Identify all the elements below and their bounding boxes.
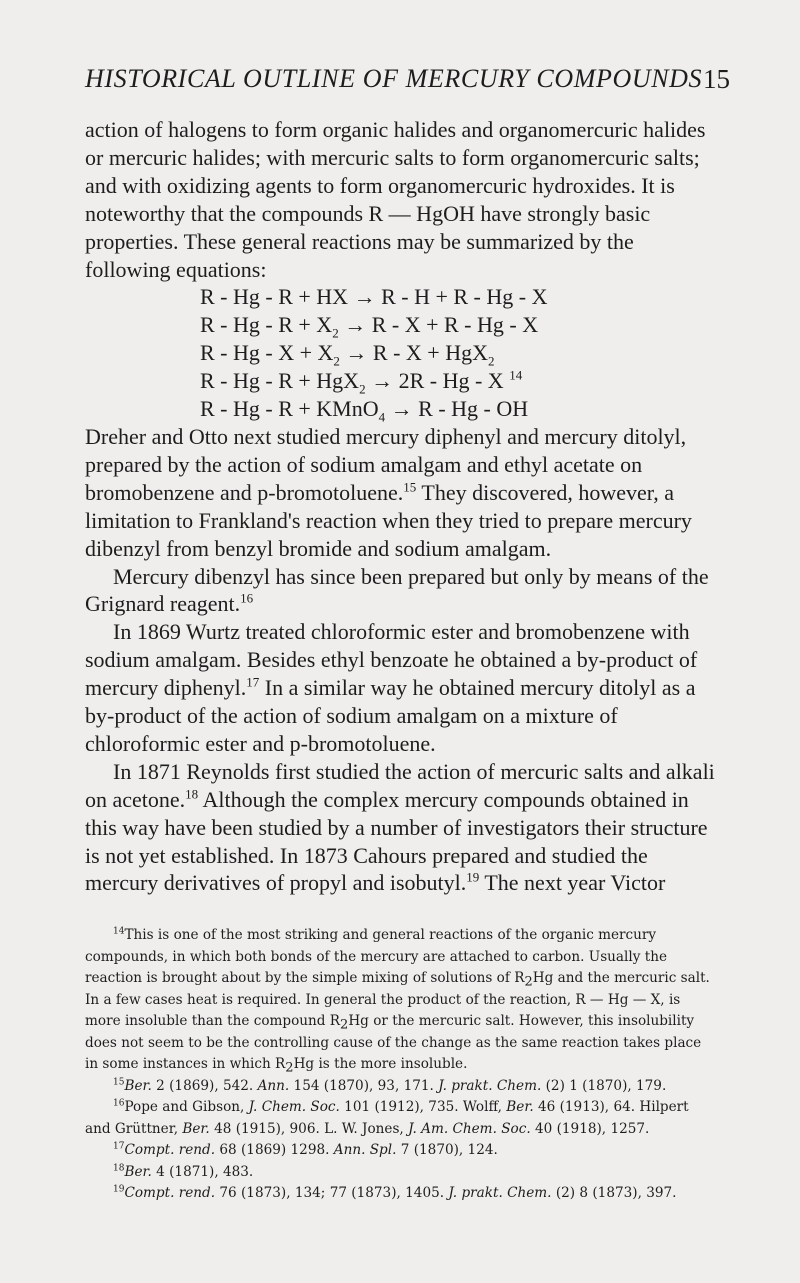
footnote-text: (2) 1 (1870), 179. xyxy=(541,1077,667,1094)
paragraph-text: In a similar way he obtained mercury ditolyl as a by-product of the action of sodium amalgam on a mixture of chloroformic ester and p-bromotoluene. xyxy=(85,675,696,756)
footnote-text: Pope and Gibson, xyxy=(124,1099,249,1115)
equation-text: → R - X + R - Hg - X xyxy=(338,312,539,338)
equation xyxy=(200,367,715,395)
footnote-ref: 16 xyxy=(240,591,254,607)
journal-name: Ber. xyxy=(182,1120,210,1137)
equation-text: R - Hg - R + HX → R - H + R - Hg - X xyxy=(200,284,548,310)
journal-name: Ber. xyxy=(124,1077,152,1094)
footnote-number: 16 xyxy=(113,1098,125,1109)
footnote-text: 40 (1918), 1257. xyxy=(530,1120,650,1137)
footnote-text: Hg is the more insoluble. xyxy=(293,1056,468,1072)
equation-text: R - Hg - R + KMnO xyxy=(200,396,379,422)
footnote-text: 2 (1869), 542. xyxy=(151,1077,258,1094)
footnote xyxy=(85,1097,715,1140)
footnote-number: 14 xyxy=(113,926,125,937)
journal-name: Ann. xyxy=(257,1077,290,1094)
equation-text: → R - X + HgX xyxy=(339,340,488,366)
journal-name: Ber. xyxy=(506,1099,534,1115)
equation-text: R - Hg - X + X xyxy=(200,340,334,366)
footnote-number: 18 xyxy=(113,1162,125,1173)
paragraph-text: They discovered, however, a limitation to Frankland's reaction when they tried to prepare mercury dibenzyl from benzyl bromide and sodium amalgam. xyxy=(85,479,692,561)
main-text xyxy=(85,116,715,897)
subscript: 2 xyxy=(359,381,366,397)
footnote-ref: 15 xyxy=(403,479,417,495)
journal-name: J. Am. Chem. Soc. xyxy=(408,1120,531,1137)
paragraph xyxy=(85,563,715,619)
subscript: 2 xyxy=(340,1017,349,1033)
footnote-ref: 18 xyxy=(185,786,199,802)
equation xyxy=(200,339,715,367)
subscript: 2 xyxy=(333,353,340,369)
footnotes xyxy=(85,925,715,1205)
equation-block xyxy=(200,283,715,423)
journal-name: Ann. Spl. xyxy=(333,1142,397,1158)
journal-name: J. prakt. Chem. xyxy=(448,1185,552,1201)
footnote xyxy=(85,1162,715,1184)
running-header xyxy=(85,64,730,94)
journal-name: J. prakt. Chem. xyxy=(438,1077,542,1094)
footnote-text: This is one of the most striking and general reactions of the organic mercury compounds, in which both bonds of the mercury are attached to carbon. Usually the reaction is brought about by the simple mixing of solutions of R xyxy=(85,927,667,986)
paragraph xyxy=(85,618,715,758)
equation xyxy=(200,395,715,423)
footnote xyxy=(85,1076,715,1098)
footnote-text: 46 (1913), 64. Hilpert and Grüttner, xyxy=(85,1099,689,1137)
journal-name: Compt. rend. xyxy=(124,1185,216,1201)
footnote-text: 4 (1871), 483. xyxy=(151,1163,254,1180)
equation-text: → 2R - Hg - X xyxy=(365,368,510,394)
footnote-ref: 14 xyxy=(509,367,523,383)
footnote-text: Hg and the mercuric salt. In a few cases heat is required. In general the product of the reaction, R — Hg — X, is more insoluble than the compound R xyxy=(85,970,710,1029)
equation-text: R - Hg - R + X xyxy=(200,312,333,338)
journal-name: Ber. xyxy=(124,1163,152,1180)
footnote-number: 19 xyxy=(113,1184,125,1195)
subscript: 2 xyxy=(332,325,339,341)
subscript: 2 xyxy=(524,974,533,990)
footnote-number: 15 xyxy=(113,1076,125,1087)
footnote-text: Hg or the mercuric salt. However, this insolubility does not seem to be the controlling cause of the change as the same reaction takes place in some instances in which R xyxy=(85,1013,702,1072)
footnote-number: 17 xyxy=(113,1141,125,1152)
footnote xyxy=(85,1183,715,1205)
subscript: 4 xyxy=(378,409,386,425)
journal-name: Compt. rend. xyxy=(124,1142,216,1158)
footnote-ref: 19 xyxy=(466,870,480,886)
footnote xyxy=(85,925,715,1076)
footnote-ref: 17 xyxy=(246,674,260,690)
subscript: 2 xyxy=(487,353,495,369)
paragraph-text: Although the complex mercury compounds obtained in this way have been studied by a number of investigators their structure is not yet established. In 1873 Cahours prepared and studied the mercury derivatives of propyl and isobutyl. xyxy=(85,786,708,896)
footnote-text: 76 (1873), 134; 77 (1873), 1405. xyxy=(215,1185,449,1201)
footnote-text: 68 (1869) 1298. xyxy=(215,1142,334,1158)
footnote xyxy=(85,1140,715,1162)
equation xyxy=(200,283,715,311)
paragraph-text: action of halogens to form organic halides and organomercuric halides or mercuric halides; with mercuric salts to form organomercuric salts; and with oxidizing agents to form organomercuric hydroxides. It is noteworthy that the compounds R — HgOH have strongly basic properties. These general reactions may be summarized by the following equations: xyxy=(85,117,706,282)
equation-text: → R - Hg - OH xyxy=(385,396,529,422)
paragraph xyxy=(85,423,715,563)
footnote-text: 101 (1912), 735. Wolff, xyxy=(339,1099,507,1115)
footnote-text: 154 (1870), 93, 171. xyxy=(289,1077,439,1094)
footnote-text: (2) 8 (1873), 397. xyxy=(551,1185,677,1201)
subscript: 2 xyxy=(285,1060,294,1076)
footnote-text: 48 (1915), 906. L. W. Jones, xyxy=(209,1120,409,1137)
running-title: HISTORICAL OUTLINE OF MERCURY COMPOUNDS xyxy=(85,64,703,93)
paragraph-text: Dreher and Otto next studied mercury diphenyl and mercury ditolyl, prepared by the action of sodium amalgam and ethyl acetate on bromobenzene and p-bromotoluene. xyxy=(85,423,687,505)
paragraph-text: In 1871 Reynolds first studied the action of mercuric salts and alkali on acetone. xyxy=(85,758,715,812)
equation xyxy=(200,311,715,339)
paragraph-text: In 1869 Wurtz treated chloroformic ester and bromobenzene with sodium amalgam. Besides ethyl benzoate he obtained a by-product of mercury diphenyl. xyxy=(85,619,698,701)
paragraph-text: The next year Victor xyxy=(479,870,666,896)
paragraph xyxy=(85,758,715,898)
journal-name: J. Chem. Soc. xyxy=(248,1099,340,1115)
page-number: 15 xyxy=(703,64,730,94)
paragraph-text: Mercury dibenzyl has since been prepared but only by means of the Grignard reagent. xyxy=(85,563,709,617)
paragraph xyxy=(85,116,715,283)
equation-text: R - Hg - R + HgX xyxy=(200,368,360,394)
footnote-text: 7 (1870), 124. xyxy=(396,1142,498,1158)
